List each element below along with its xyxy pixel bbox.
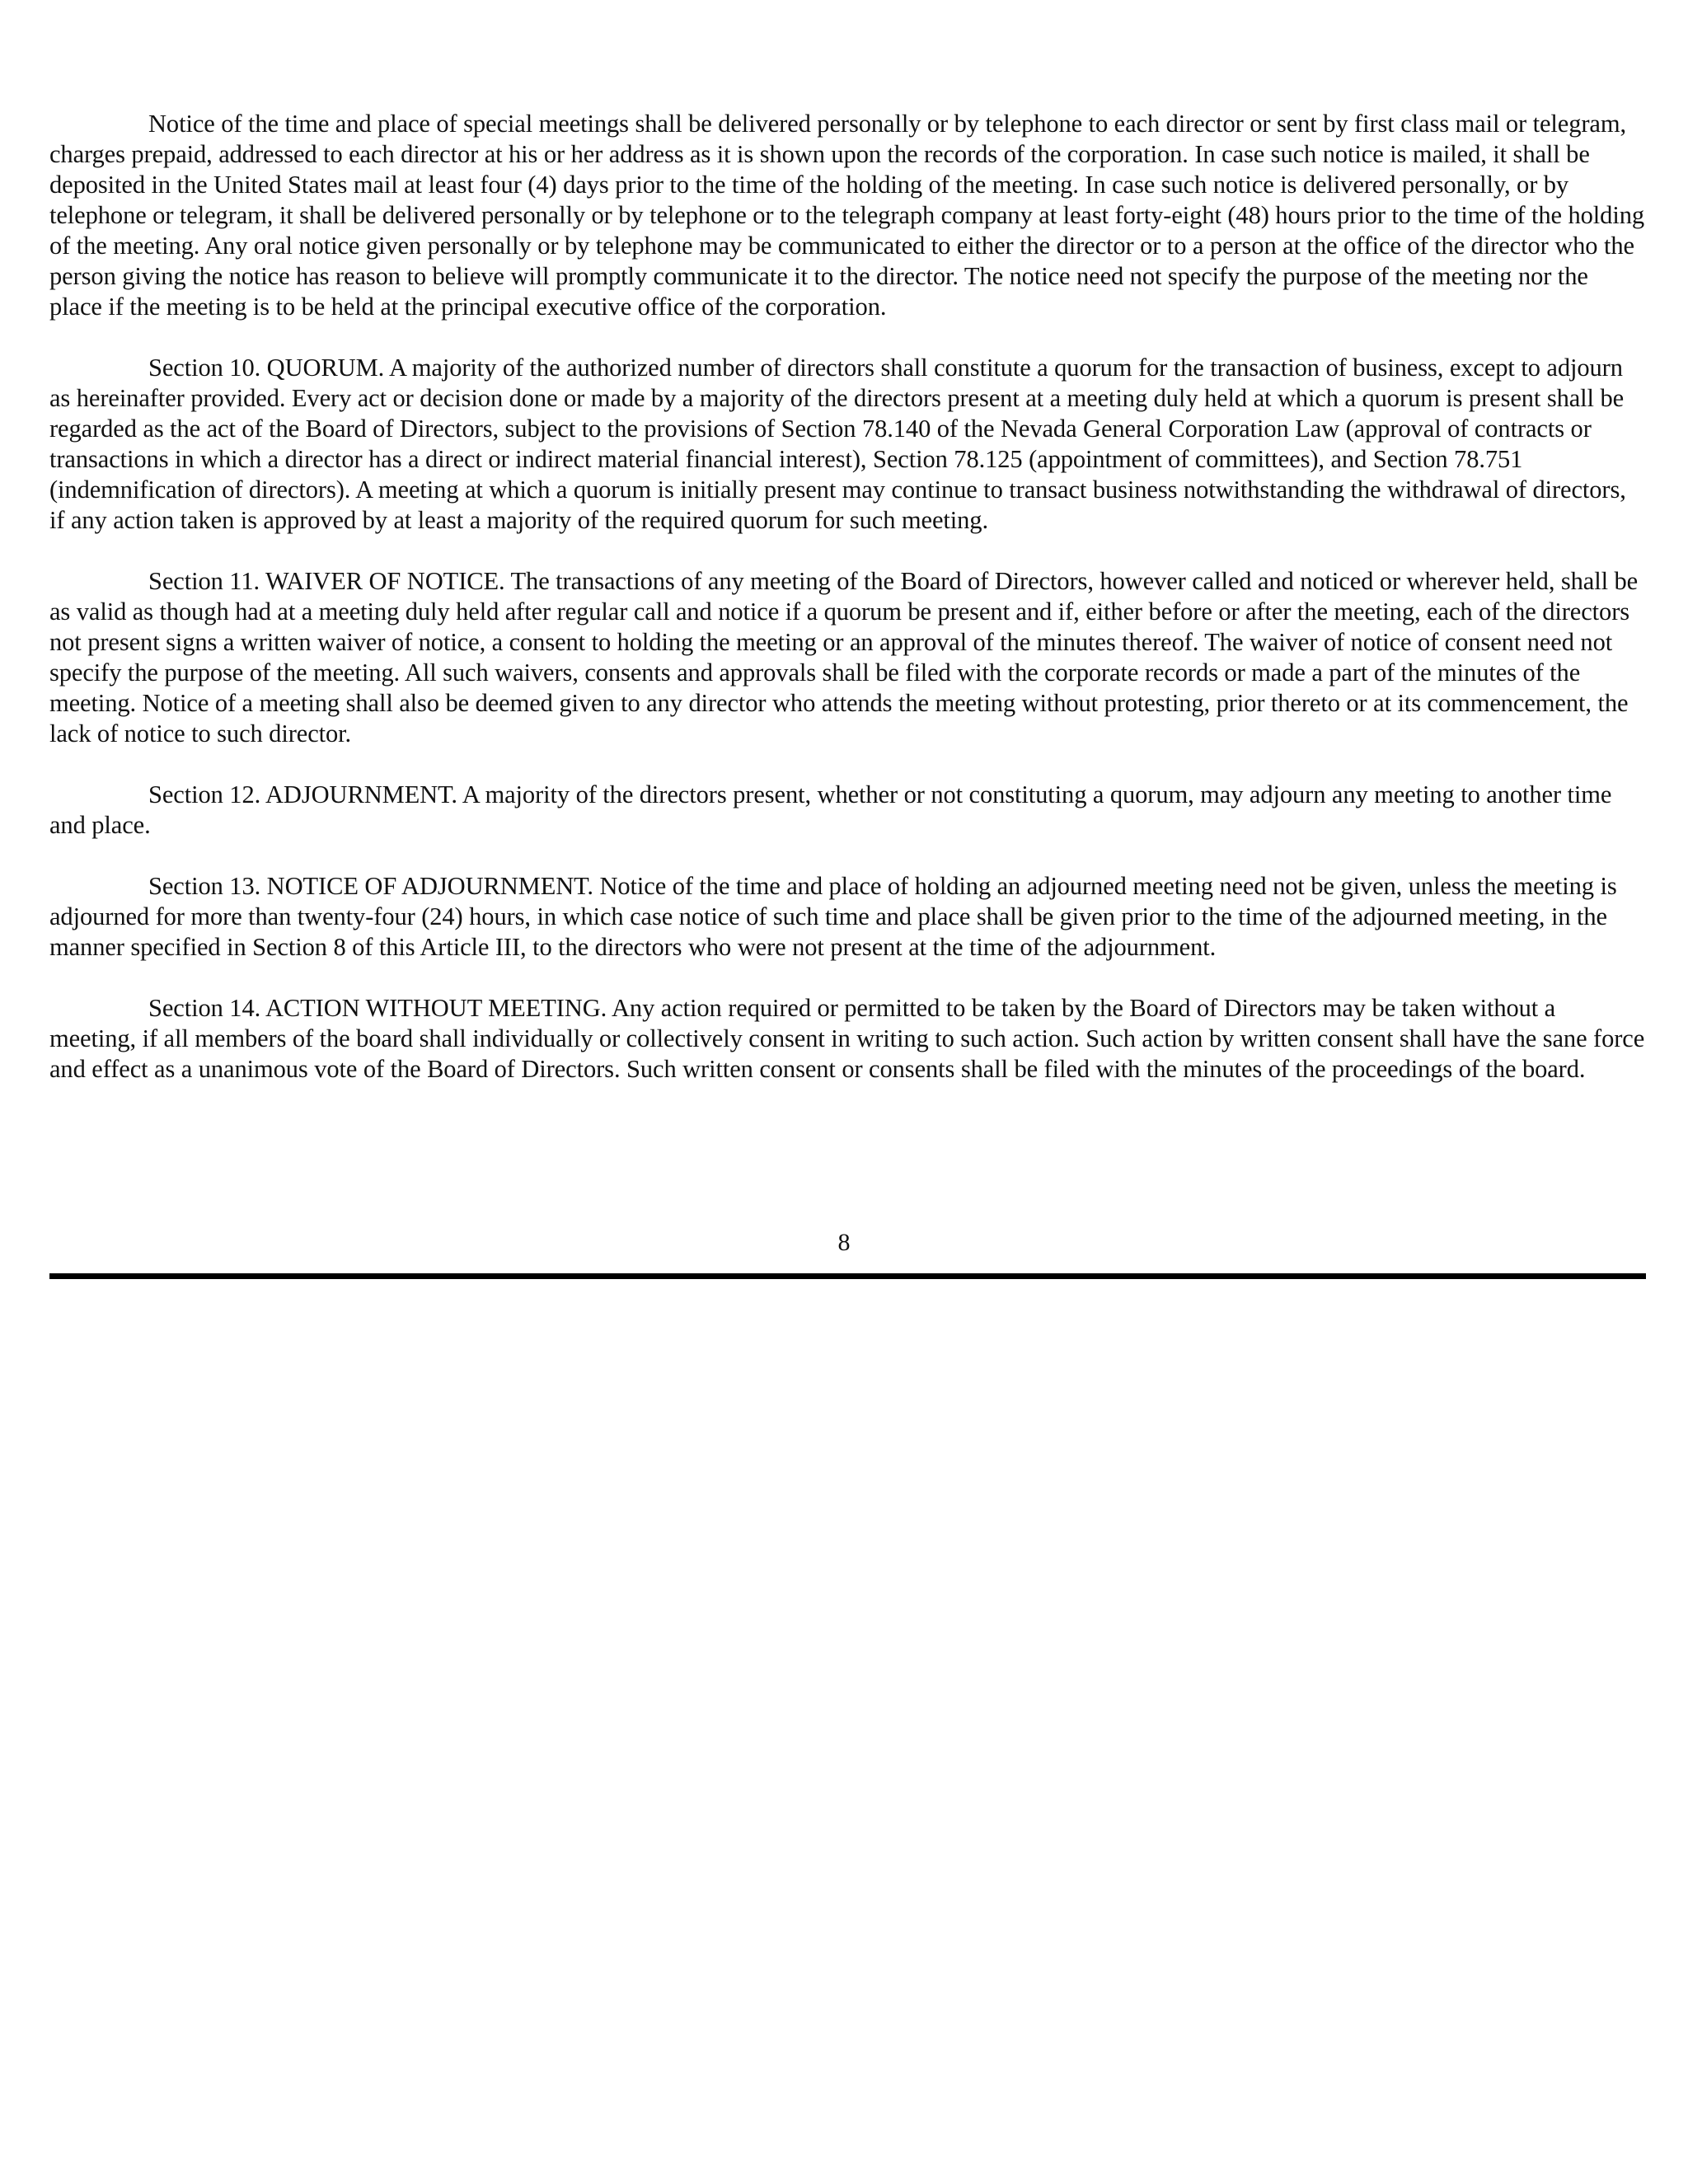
paragraph-section-12-adjournment: Section 12. ADJOURNMENT. A majority of the directors present, whether or not constituting a quorum, may adjourn any meeting to another time and place. (49, 780, 1612, 839)
paragraph-section-10-quorum: Section 10. QUORUM. A majority of the authorized number of directors shall constitute a quorum for the transaction of business, except to adjourn as hereinafter provided. Every act or decision done or made by a majority of the directors present at a meeting duly held at which a quorum is present shall be regarded as the act of the Board of Directors, subject to the provisions of Section 78.140 of the Nevada General Corporation Law (approval of contracts or transactions in which a director has a direct or indirect material financial interest), Section 78.125 (appointment of committees), and Section 78.751 (indemnification of directors). A meeting at which a quorum is initially present may continue to transact business notwithstanding the withdrawal of directors, if any action taken is approved by at least a majority of the required quorum for such meeting. (49, 354, 1626, 534)
document-page (49, 109, 1645, 1115)
page-footer-rule (49, 1273, 1646, 1279)
paragraph-special-meeting-notice: Notice of the time and place of special meetings shall be delivered personally or by telephone to each director or sent by first class mail or telegram, charges prepaid, addressed to each director at his or her address as it is shown upon the records of the corporation. In case such notice is mailed, it shall be deposited in the United States mail at least four (4) days prior to the time of the holding of the meeting. In case such notice is delivered personally, or by telephone or telegram, it shall be delivered personally or by telephone or to the telegraph company at least forty-eight (48) hours prior to the time of the holding of the meeting. Any oral notice given personally or by telephone may be communicated to either the director or to a person at the office of the director who the person giving the notice has reason to believe will promptly communicate it to the director. The notice need not specify the purpose of the meeting nor the place if the meeting is to be held at the principal executive office of the corporation. (49, 110, 1645, 321)
paragraph-section-14-action-without-meeting: Section 14. ACTION WITHOUT MEETING. Any action required or permitted to be taken by the Board of Directors may be taken without a meeting, if all members of the board shall individually or collectively consent in writing to such action. Such action by written consent shall have the sane force and effect as a unanimous vote of the Board of Directors. Such written consent or consents shall be filed with the minutes of the proceedings of the board. (49, 994, 1645, 1083)
paragraph-section-13-notice-of-adjournment: Section 13. NOTICE OF ADJOURNMENT. Notice of the time and place of holding an adjourned meeting need not be given, unless the meeting is adjourned for more than twenty-four (24) hours, in which case notice of such time and place shall be given prior to the time of the adjourned meeting, in the manner specified in Section 8 of this Article III, to the directors who were not present at the time of the adjournment. (49, 872, 1617, 961)
paragraph-section-11-waiver-of-notice: Section 11. WAIVER OF NOTICE. The transactions of any meeting of the Board of Directors, however called and noticed or wherever held, shall be as valid as though had at a meeting duly held after regular call and notice if a quorum be present and if, either before or after the meeting, each of the directors not present signs a written waiver of notice, a consent to holding the meeting or an approval of the minutes thereof. The waiver of notice of consent need not specify the purpose of the meeting. All such waivers, consents and approvals shall be filed with the corporate records or made a part of the minutes of the meeting. Notice of a meeting shall also be deemed given to any director who attends the meeting without protesting, prior thereto or at its commencement, the lack of notice to such director. (49, 567, 1639, 748)
page-number: 8 (837, 1229, 851, 1256)
